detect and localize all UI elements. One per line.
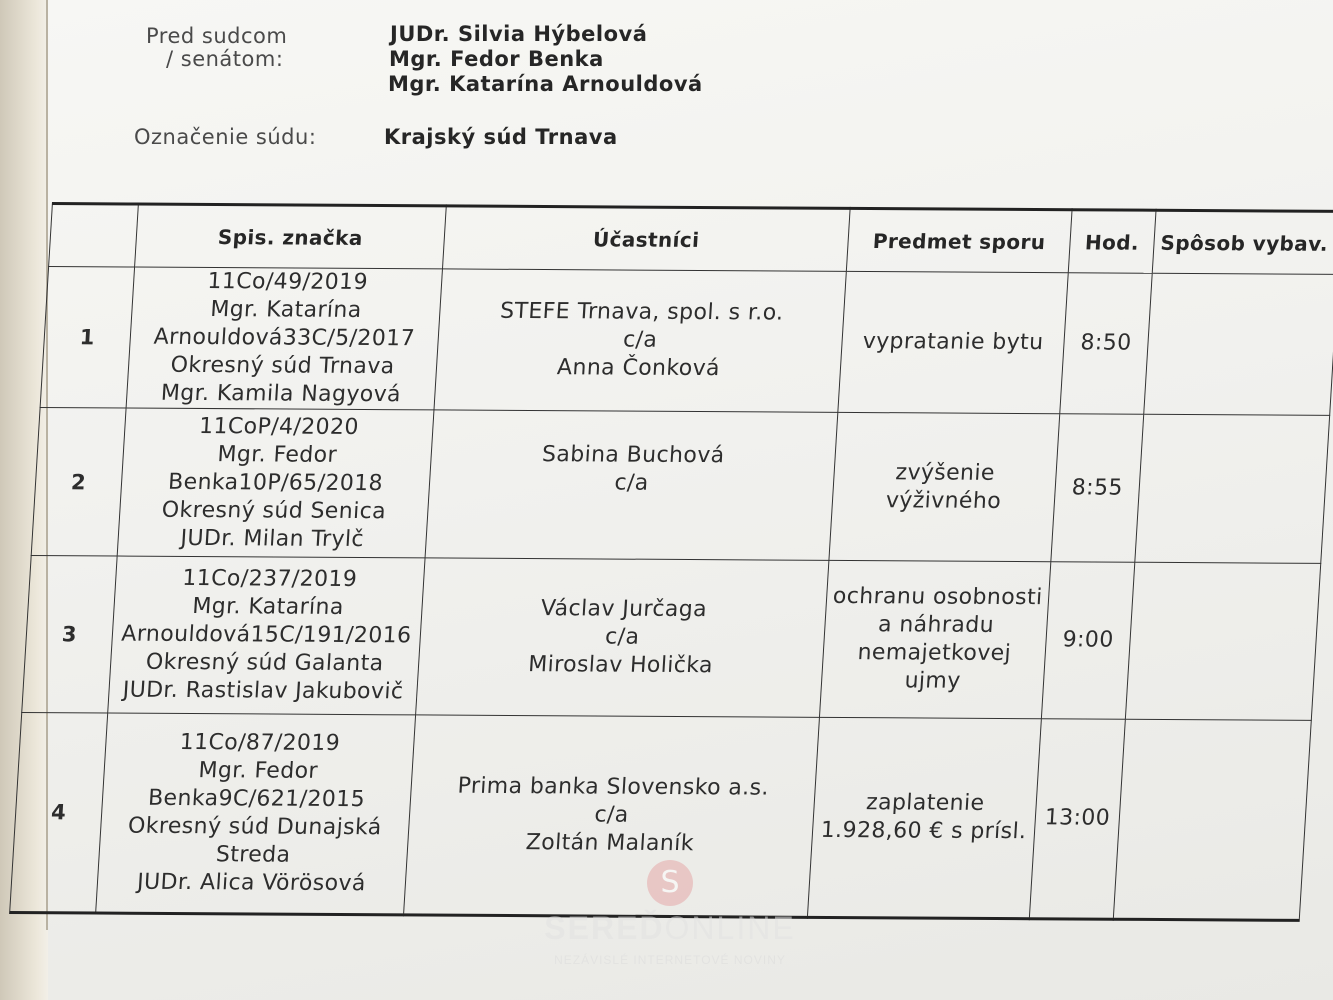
watermark-title-light: ONLINE — [664, 910, 796, 946]
spis-line: Okresný súd Dunajská — [127, 813, 383, 841]
spis-line: 11Co/87/2019 — [178, 729, 341, 756]
spis-line: JUDr. Rastislav Jakubovič — [121, 677, 405, 705]
judge-name-1: JUDr. Silvia Hýbelová — [390, 22, 648, 46]
spis-line: 11CoP/4/2020 — [198, 413, 360, 440]
judge-name-3: Mgr. Katarína Arnouldová — [388, 72, 703, 96]
col-header-predmet: Predmet sporu — [846, 208, 1072, 272]
row-number: 2 — [31, 408, 126, 557]
judge-label-line2: / senátom: — [166, 47, 284, 71]
court-name: Krajský súd Trnava — [384, 125, 618, 149]
subject-line: vypratanie bytu — [861, 329, 1045, 356]
spis-line: JUDr. Alica Vörösová — [136, 869, 367, 896]
judge-label-line1: Pred sudcom — [146, 24, 288, 48]
predmet-cell — [829, 413, 1060, 563]
spis-line: Mgr. Katarína — [209, 297, 363, 324]
table-row — [22, 556, 1321, 720]
hearing-table — [9, 202, 1333, 922]
watermark-s-icon: S — [647, 860, 693, 906]
watermark-title-bold: SEREĎ — [544, 910, 665, 946]
hod-cell: 8:50 — [1060, 273, 1152, 415]
spis-line: Okresný súd Trnava — [169, 352, 396, 380]
spis-line: JUDr. Milan Trylč — [179, 525, 365, 552]
spis-line: Streda — [215, 842, 292, 868]
subject-line: ujmy — [903, 668, 962, 694]
col-header-spis: Spis. značka — [135, 204, 447, 269]
watermark-logo — [530, 860, 810, 967]
predmet-cell — [807, 717, 1041, 919]
sposob-cell — [1144, 273, 1333, 415]
ucastnici-cell — [434, 269, 846, 413]
party-line: Miroslav Holička — [527, 652, 714, 679]
sposob-cell — [1113, 719, 1311, 920]
spis-line: Arnouldová33C/5/2017 — [152, 324, 416, 352]
watermark-subtitle: NEZÁVISLÉ INTERNETOVÉ NOVINY — [554, 953, 786, 967]
party-line: c/a — [593, 802, 630, 828]
spis-line: Mgr. Fedor — [216, 441, 338, 468]
spis-line: Okresný súd Senica — [161, 497, 387, 524]
party-line: Anna Čonková — [556, 355, 721, 382]
subject-line: a náhradu — [877, 612, 995, 638]
predmet-cell — [819, 561, 1050, 719]
ucastnici-cell — [416, 558, 829, 717]
sposob-cell — [1125, 563, 1320, 720]
sposob-cell — [1135, 414, 1330, 563]
table-header-row — [49, 204, 1333, 275]
court-label: Označenie súdu: — [134, 125, 317, 149]
subject-line: zaplatenie — [865, 790, 986, 816]
spis-cell — [108, 556, 425, 714]
spis-line: Arnouldová15C/191/2016 — [120, 621, 413, 649]
ucastnici-cell — [425, 410, 838, 561]
watermark-title — [530, 910, 810, 947]
table-row — [40, 267, 1333, 416]
party-line: Václav Jurčaga — [540, 596, 708, 623]
judge-name-2: Mgr. Fedor Benka — [389, 47, 604, 71]
party-line: c/a — [604, 624, 641, 650]
hearing-table-wrapper — [9, 202, 1333, 922]
party-line: STEFE Trnava, spol. s r.o. — [499, 298, 785, 326]
col-header-number — [49, 204, 139, 268]
spis-line: 11Co/237/2019 — [181, 565, 358, 593]
table-row — [31, 408, 1329, 564]
hod-cell: 9:00 — [1041, 562, 1134, 719]
col-header-sposob: Spôsob vybav. — [1152, 210, 1333, 274]
party-line: Prima banka Slovensko a.s. — [456, 773, 770, 801]
spis-cell — [117, 408, 434, 558]
row-number: 3 — [22, 556, 117, 713]
subject-line: 1.928,60 € s prísl. — [820, 817, 1028, 845]
hod-cell: 13:00 — [1029, 718, 1125, 919]
spis-line: Benka9C/621/2015 — [147, 785, 366, 812]
subject-line: nemajetkovej — [856, 640, 1012, 667]
col-header-ucastnici: Účastníci — [442, 206, 850, 271]
spis-line: Mgr. Katarína — [191, 594, 345, 620]
party-line: Zoltán Malaník — [525, 829, 695, 856]
spis-line: 11Co/49/2019 — [206, 269, 369, 296]
party-line: Sabina Buchová — [541, 442, 726, 469]
predmet-cell — [838, 271, 1068, 414]
col-header-hod: Hod. — [1068, 210, 1156, 274]
subject-line: ochranu osobnosti — [832, 583, 1044, 611]
spis-cell — [96, 713, 416, 915]
spis-cell — [126, 267, 442, 410]
subject-line: zvýšenie — [894, 460, 996, 486]
row-number: 4 — [10, 712, 108, 913]
party-line: c/a — [622, 327, 659, 353]
subject-line: výživného — [885, 488, 1002, 514]
spis-line: Mgr. Kamila Nagyová — [160, 380, 402, 408]
spis-line: Benka10P/65/2018 — [167, 469, 384, 496]
spis-line: Mgr. Fedor — [197, 757, 319, 784]
row-number: 1 — [40, 267, 134, 409]
hod-cell: 8:55 — [1051, 414, 1144, 563]
party-line: c/a — [613, 470, 650, 496]
spis-line: Okresný súd Galanta — [145, 649, 385, 677]
